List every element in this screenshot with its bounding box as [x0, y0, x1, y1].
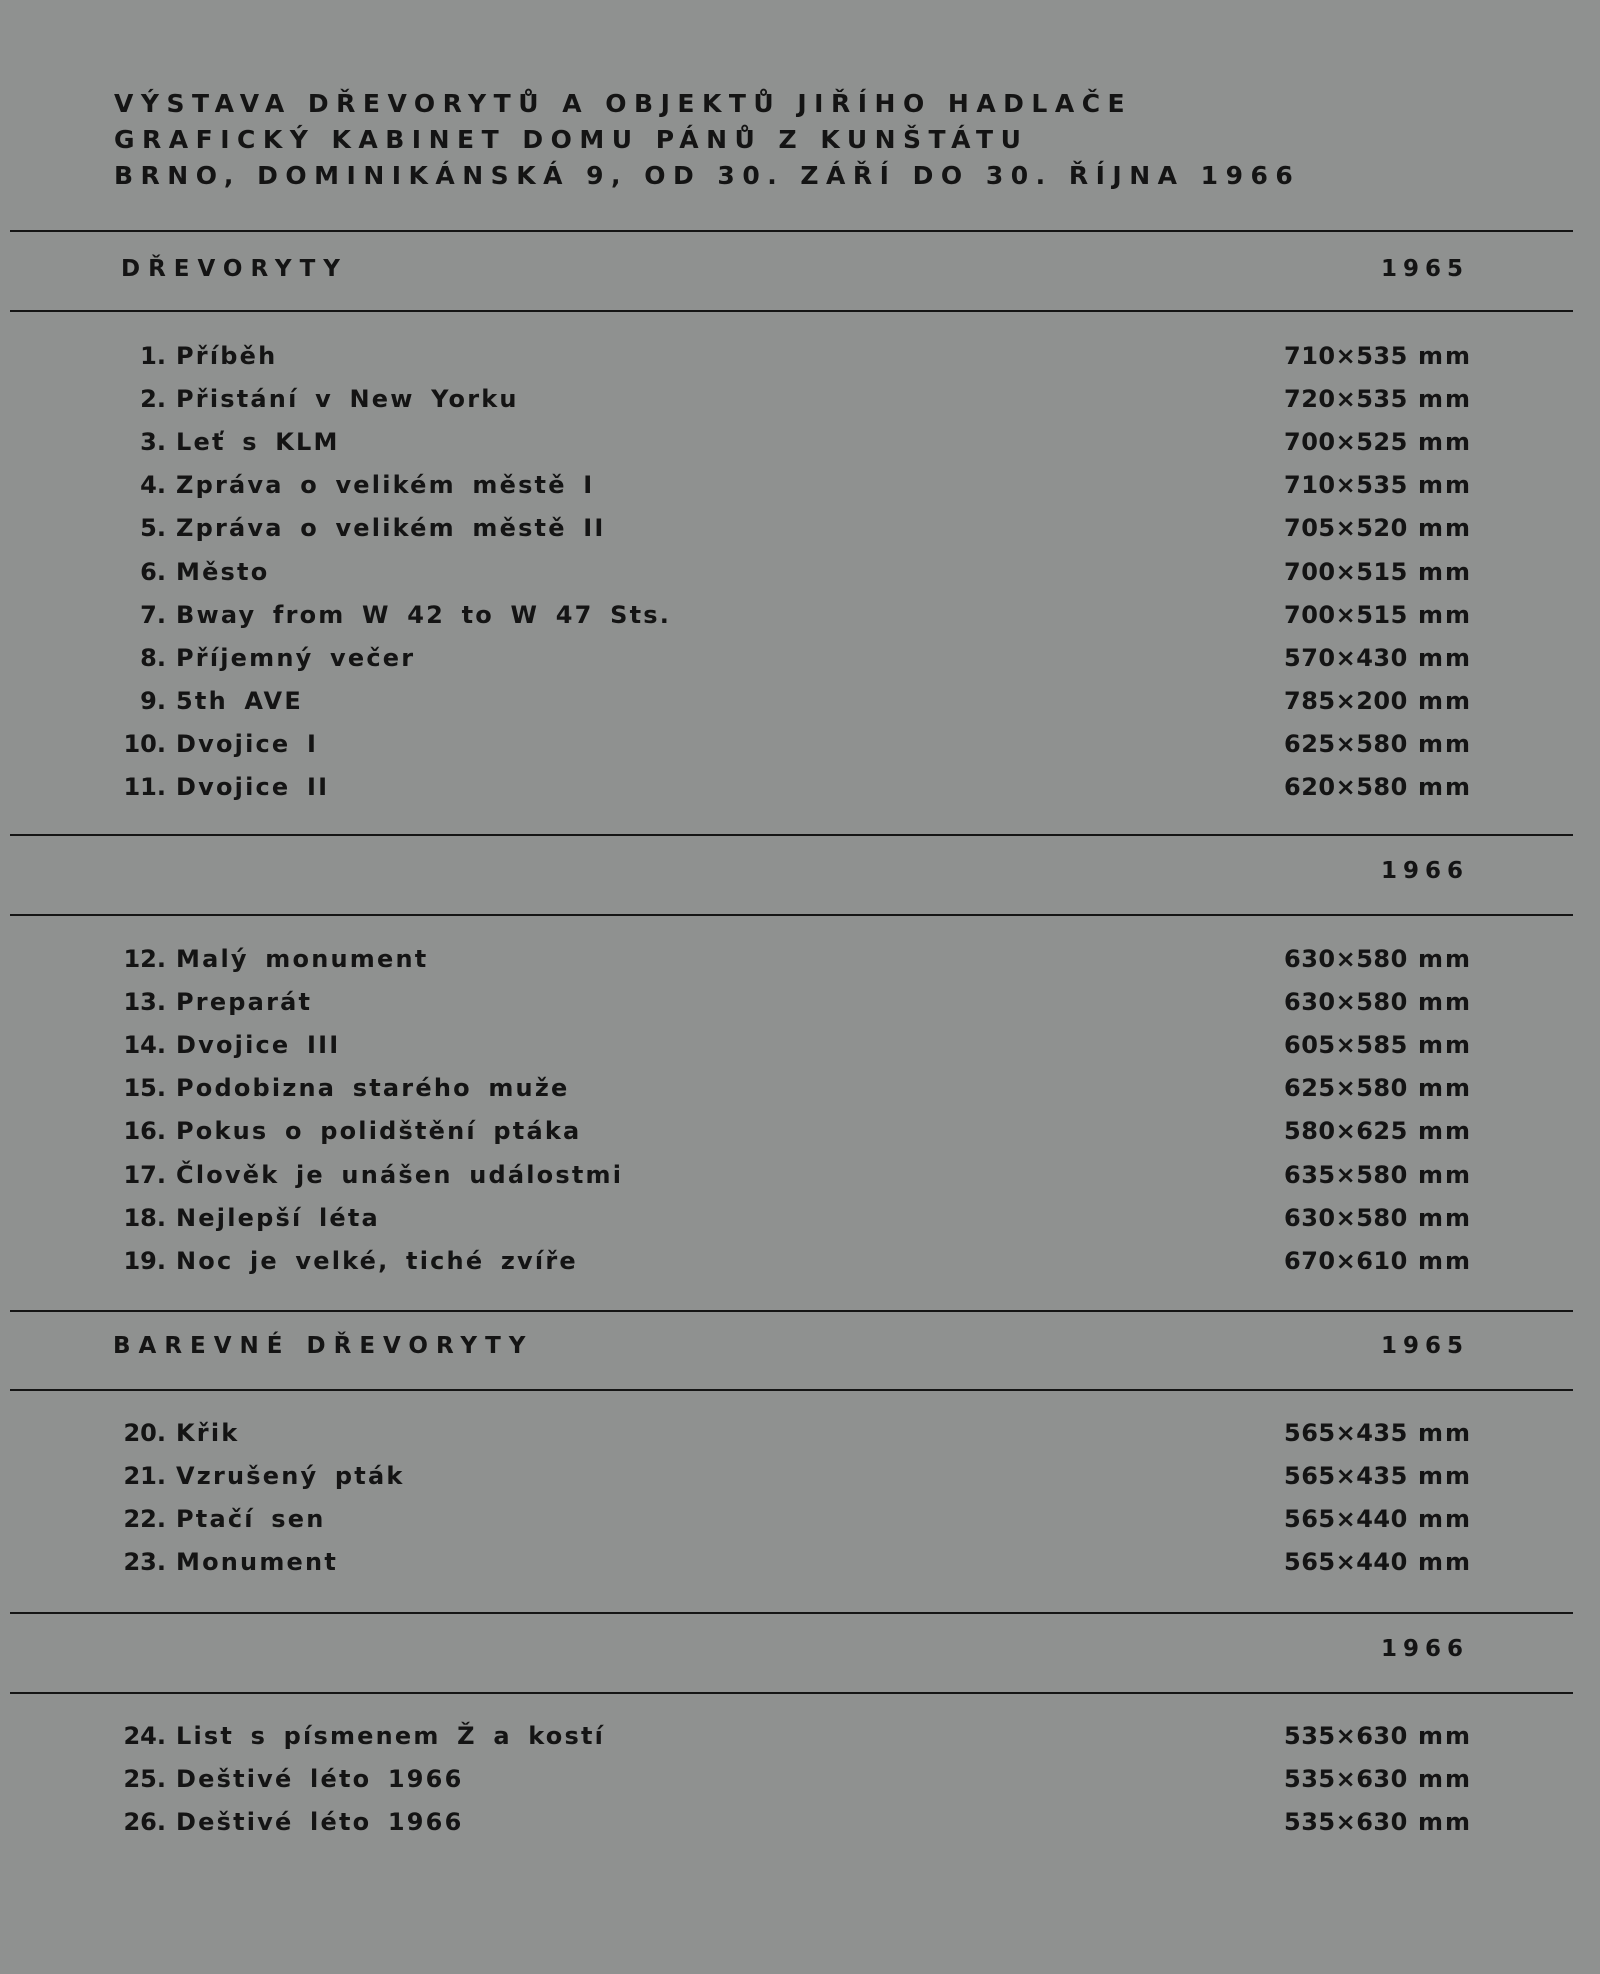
item-number: 25.	[123, 1764, 166, 1793]
list-item	[112, 1067, 1472, 1110]
list-item	[112, 593, 1472, 636]
list-item	[112, 1196, 1472, 1239]
item-number: 13.	[123, 987, 166, 1016]
list-item	[112, 550, 1472, 593]
item-dimensions: 620×580	[1284, 773, 1408, 802]
list-item	[112, 1110, 1472, 1153]
item-dimensions: 700×525	[1284, 427, 1408, 456]
item-number: 14.	[123, 1030, 166, 1059]
item-dimensions: 625×580	[1284, 730, 1408, 759]
artwork-list	[112, 937, 1472, 1283]
item-number: 7.	[140, 600, 166, 629]
item-dimensions: 710×535	[1284, 471, 1408, 500]
divider-rule	[10, 310, 1573, 312]
item-number: 1.	[140, 341, 166, 370]
item-unit: mm	[1417, 514, 1472, 543]
list-item	[112, 464, 1472, 507]
item-title: Zpráva o velikém městě I	[176, 471, 595, 500]
list-item	[112, 723, 1472, 766]
item-title: Křik	[176, 1418, 240, 1447]
item-number: 5.	[140, 514, 166, 543]
year-label: 1966	[1380, 1636, 1469, 1662]
item-title: Deštivé léto 1966	[176, 1807, 464, 1836]
item-unit: mm	[1417, 427, 1472, 456]
divider-rule	[10, 1310, 1573, 1312]
item-title: Dvojice I	[176, 730, 319, 759]
item-dimensions: 630×580	[1284, 1203, 1408, 1232]
item-unit: mm	[1417, 1030, 1472, 1059]
item-dimensions: 710×535	[1284, 341, 1408, 370]
item-unit: mm	[1417, 944, 1472, 973]
item-title: Noc je velké, tiché zvíře	[176, 1246, 578, 1275]
item-dimensions: 535×630	[1284, 1764, 1408, 1793]
item-unit: mm	[1417, 1461, 1472, 1490]
item-title: Příběh	[176, 341, 278, 370]
item-number: 2.	[140, 384, 166, 413]
item-unit: mm	[1417, 1246, 1472, 1275]
item-title: Nejlepší léta	[176, 1203, 380, 1232]
item-dimensions: 570×430	[1284, 643, 1408, 672]
item-number: 4.	[140, 471, 166, 500]
item-number: 11.	[123, 773, 166, 802]
divider-rule	[10, 1612, 1573, 1614]
item-number: 23.	[123, 1548, 166, 1577]
item-number: 8.	[140, 643, 166, 672]
item-dimensions: 785×200	[1284, 687, 1408, 716]
list-item	[112, 507, 1472, 550]
artwork-list	[112, 334, 1472, 809]
item-title: Zpráva o velikém městě II	[176, 514, 606, 543]
item-dimensions: 705×520	[1284, 514, 1408, 543]
item-number: 6.	[140, 557, 166, 586]
list-item	[112, 420, 1472, 463]
item-dimensions: 630×580	[1284, 944, 1408, 973]
divider-rule	[10, 1692, 1573, 1694]
item-dimensions: 565×435	[1284, 1418, 1408, 1447]
item-unit: mm	[1417, 643, 1472, 672]
list-item	[112, 980, 1472, 1023]
header-line: GRAFICKÝ KABINET DOMU PÁNŮ Z KUNŠTÁTU	[114, 125, 1029, 154]
list-item	[112, 1757, 1472, 1800]
item-dimensions: 700×515	[1284, 600, 1408, 629]
item-unit: mm	[1417, 730, 1472, 759]
item-unit: mm	[1417, 687, 1472, 716]
item-dimensions: 625×580	[1284, 1074, 1408, 1103]
header-line: VÝSTAVA DŘEVORYTŮ A OBJEKTŮ JIŘÍHO HADLAČE	[114, 89, 1133, 118]
item-number: 3.	[140, 427, 166, 456]
item-dimensions: 565×440	[1284, 1548, 1408, 1577]
item-title: Bway from W 42 to W 47 Sts.	[176, 600, 672, 629]
item-unit: mm	[1417, 987, 1472, 1016]
item-dimensions: 670×610	[1284, 1246, 1408, 1275]
list-item	[112, 1023, 1472, 1066]
item-number: 10.	[123, 730, 166, 759]
list-item	[112, 1541, 1472, 1584]
item-number: 9.	[140, 687, 166, 716]
list-item	[112, 1497, 1472, 1540]
item-title: Podobizna starého muže	[176, 1074, 570, 1103]
item-number: 18.	[123, 1203, 166, 1232]
list-item	[112, 937, 1472, 980]
item-number: 15.	[123, 1074, 166, 1103]
item-unit: mm	[1417, 1117, 1472, 1146]
item-title: Příjemný večer	[176, 643, 416, 672]
item-unit: mm	[1417, 1764, 1472, 1793]
item-dimensions: 635×580	[1284, 1160, 1408, 1189]
item-title: Člověk je unášen událostmi	[176, 1160, 624, 1189]
item-title: Pokus o polidštění ptáka	[176, 1117, 582, 1146]
divider-rule	[10, 834, 1573, 836]
item-unit: mm	[1417, 1160, 1472, 1189]
item-unit: mm	[1417, 1721, 1472, 1750]
list-item	[112, 636, 1472, 679]
list-item	[112, 1239, 1472, 1282]
divider-rule	[10, 914, 1573, 916]
item-number: 20.	[123, 1418, 166, 1447]
item-unit: mm	[1417, 1418, 1472, 1447]
item-dimensions: 565×440	[1284, 1504, 1408, 1533]
item-dimensions: 700×515	[1284, 557, 1408, 586]
item-unit: mm	[1417, 600, 1472, 629]
item-dimensions: 720×535	[1284, 384, 1408, 413]
item-unit: mm	[1417, 384, 1472, 413]
item-number: 22.	[123, 1504, 166, 1533]
exhibition-header	[114, 86, 1300, 194]
list-item	[112, 1454, 1472, 1497]
list-item	[112, 1800, 1472, 1843]
list-item	[112, 1411, 1472, 1454]
item-unit: mm	[1417, 1203, 1472, 1232]
item-unit: mm	[1417, 1807, 1472, 1836]
item-title: Dvojice III	[176, 1030, 341, 1059]
item-number: 12.	[123, 944, 166, 973]
section-title-barevne-drevoryty: BAREVNÉ DŘEVORYTY	[113, 1333, 534, 1359]
item-number: 21.	[123, 1461, 166, 1490]
item-dimensions: 535×630	[1284, 1721, 1408, 1750]
item-unit: mm	[1417, 1074, 1472, 1103]
section-title-drevoryty: DŘEVORYTY	[121, 256, 348, 282]
item-number: 16.	[123, 1117, 166, 1146]
list-item	[112, 377, 1472, 420]
item-title: Monument	[176, 1548, 338, 1577]
item-number: 19.	[123, 1246, 166, 1275]
item-number: 17.	[123, 1160, 166, 1189]
item-dimensions: 535×630	[1284, 1807, 1408, 1836]
item-title: Ptačí sen	[176, 1504, 326, 1533]
list-item	[112, 680, 1472, 723]
item-dimensions: 630×580	[1284, 987, 1408, 1016]
item-dimensions: 565×435	[1284, 1461, 1408, 1490]
item-number: 26.	[123, 1807, 166, 1836]
year-label: 1966	[1380, 858, 1469, 884]
item-title: Přistání v New Yorku	[176, 384, 519, 413]
item-unit: mm	[1417, 1548, 1472, 1577]
item-unit: mm	[1417, 557, 1472, 586]
item-title: Dvojice II	[176, 773, 330, 802]
artwork-list	[112, 1714, 1472, 1844]
divider-rule	[10, 230, 1573, 232]
item-unit: mm	[1417, 773, 1472, 802]
item-title: Preparát	[176, 987, 313, 1016]
item-title: Město	[176, 557, 270, 586]
item-title: Vzrušený pták	[176, 1461, 405, 1490]
artwork-list	[112, 1411, 1472, 1584]
item-title: Leť s KLM	[176, 427, 340, 456]
item-title: 5th AVE	[176, 687, 303, 716]
item-unit: mm	[1417, 341, 1472, 370]
list-item	[112, 1714, 1472, 1757]
item-unit: mm	[1417, 1504, 1472, 1533]
divider-rule	[10, 1389, 1573, 1391]
item-dimensions: 605×585	[1284, 1030, 1408, 1059]
item-title: Malý monument	[176, 944, 429, 973]
year-label: 1965	[1380, 1333, 1469, 1359]
list-item	[112, 766, 1472, 809]
list-item	[112, 334, 1472, 377]
header-line: BRNO, DOMINIKÁNSKÁ 9, OD 30. ZÁŘÍ DO 30. ŘÍJNA 1966	[114, 161, 1301, 190]
item-title: Deštivé léto 1966	[176, 1764, 464, 1793]
item-title: List s písmenem Ž a kostí	[176, 1721, 606, 1750]
item-unit: mm	[1417, 471, 1472, 500]
year-label: 1965	[1380, 256, 1469, 282]
list-item	[112, 1153, 1472, 1196]
item-number: 24.	[123, 1721, 166, 1750]
item-dimensions: 580×625	[1284, 1117, 1408, 1146]
